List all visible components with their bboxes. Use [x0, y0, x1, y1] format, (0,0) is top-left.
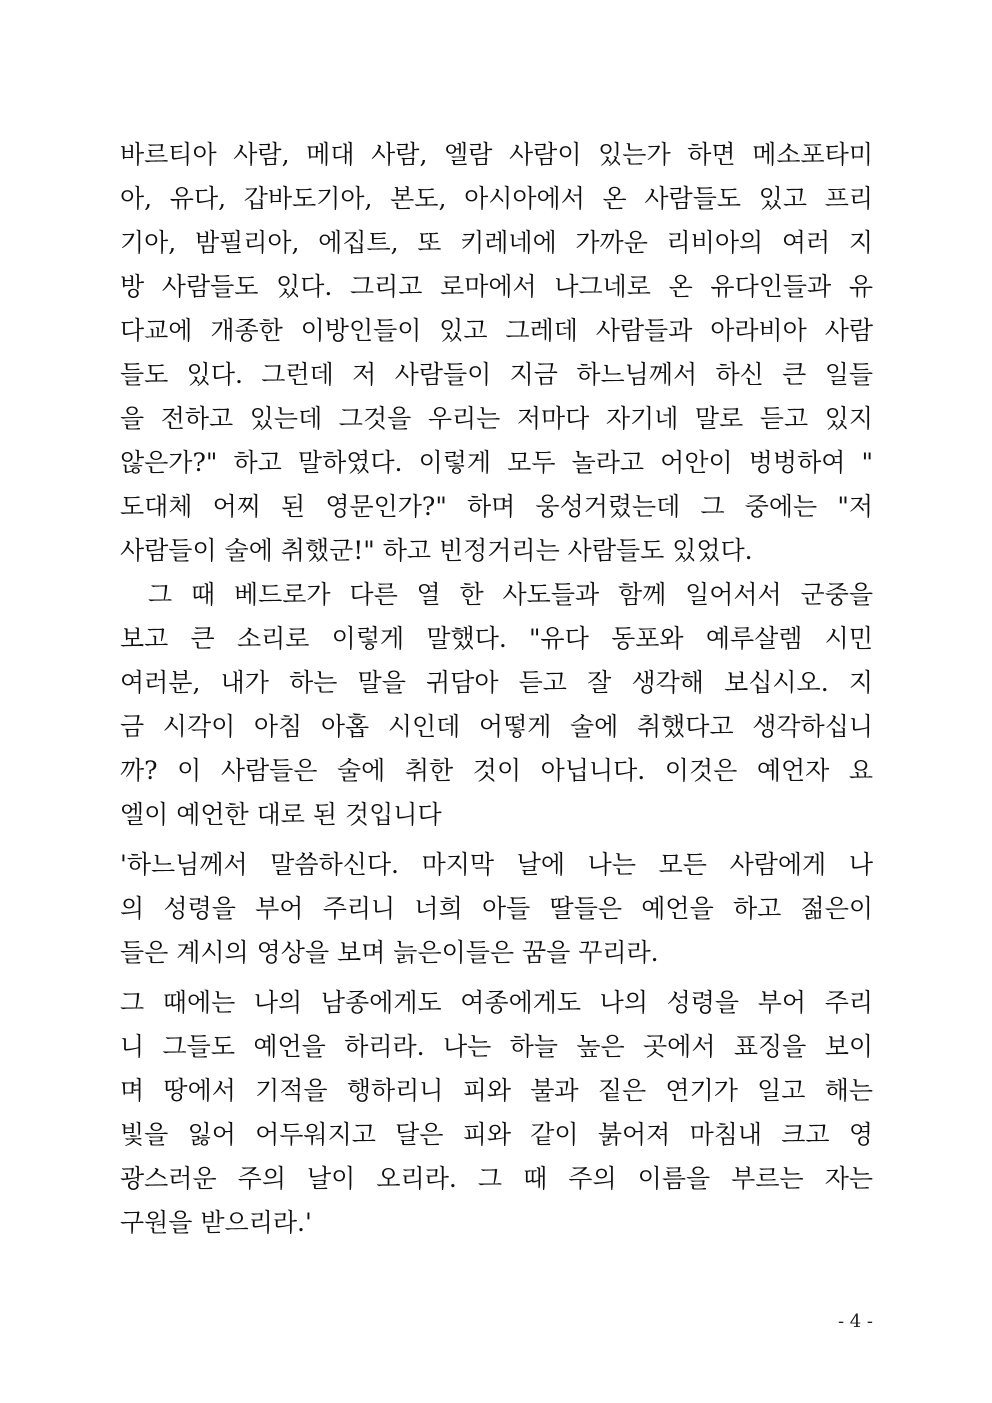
- text-line: 니 그들도 예언을 하리라. 나는 하늘 높은 곳에서 표징을 보이: [120, 1032, 873, 1061]
- text-line: 방 사람들도 있다. 그리고 로마에서 나그네로 온 유다인들과 유: [120, 272, 873, 301]
- body-text: [120, 133, 873, 1245]
- text-line: 아, 유다, 갑바도기아, 본도, 아시아에서 온 사람들도 있고 프리: [120, 184, 873, 213]
- text-line: 들은 계시의 영상을 보며 늙은이들은 꿈을 꾸리라.: [120, 938, 659, 967]
- text-line: 사람들이 술에 취했군!" 하고 빈정거리는 사람들도 있었다.: [120, 536, 753, 565]
- text-line: 기아, 밤필리아, 에집트, 또 키레네에 가까운 리비아의 여러 지: [120, 228, 873, 257]
- paragraph-3: [120, 843, 873, 975]
- text-line: 며 땅에서 기적을 행하리니 피와 불과 짙은 연기가 일고 해는: [120, 1076, 873, 1105]
- text-line: '하느님께서 말씀하신다. 마지막 날에 나는 모든 사람에게 나: [120, 850, 873, 879]
- text-line: 금 시각이 아침 아홉 시인데 어떻게 술에 취했다고 생각하십니: [120, 712, 873, 741]
- text-line: 엘이 예언한 대로 된 것입니다: [120, 800, 442, 829]
- text-line: 다교에 개종한 이방인들이 있고 그레데 사람들과 아라비아 사람: [120, 316, 873, 345]
- text-line: 도대체 어찌 된 영문인가?" 하며 웅성거렸는데 그 중에는 "저: [120, 492, 873, 521]
- text-line: 빛을 잃어 어두워지고 달은 피와 같이 붉어져 마침내 크고 영: [120, 1120, 873, 1149]
- text-line: 까? 이 사람들은 술에 취한 것이 아닙니다. 이것은 예언자 요: [120, 756, 873, 785]
- paragraph-1: [120, 133, 873, 573]
- text-line: 의 성령을 부어 주리니 너희 아들 딸들은 예언을 하고 젊은이: [120, 894, 873, 923]
- text-line: 바르티아 사람, 메대 사람, 엘람 사람이 있는가 하면 메소포타미: [120, 140, 873, 169]
- text-line: 여러분, 내가 하는 말을 귀담아 듣고 잘 생각해 보십시오. 지: [120, 668, 873, 697]
- text-line: 들도 있다. 그런데 저 사람들이 지금 하느님께서 하신 큰 일들: [120, 360, 873, 389]
- paragraph-2: [120, 573, 873, 837]
- text-line: 그 때 베드로가 다른 열 한 사도들과 함께 일어서서 군중을: [148, 580, 873, 609]
- text-line: 않은가?" 하고 말하였다. 이렇게 모두 놀라고 어안이 벙벙하여 ": [120, 448, 873, 477]
- text-line: 광스러운 주의 날이 오리라. 그 때 주의 이름을 부르는 자는: [120, 1164, 873, 1193]
- text-line: 구원을 받으리라.': [120, 1208, 312, 1237]
- text-line: 그 때에는 나의 남종에게도 여종에게도 나의 성령을 부어 주리: [120, 988, 873, 1017]
- text-line: 보고 큰 소리로 이렇게 말했다. "유다 동포와 예루살렘 시민: [120, 624, 873, 653]
- text-line: 을 전하고 있는데 그것을 우리는 저마다 자기네 말로 듣고 있지: [120, 404, 873, 433]
- paragraph-4: [120, 981, 873, 1245]
- page-number: - 4 -: [837, 1311, 873, 1332]
